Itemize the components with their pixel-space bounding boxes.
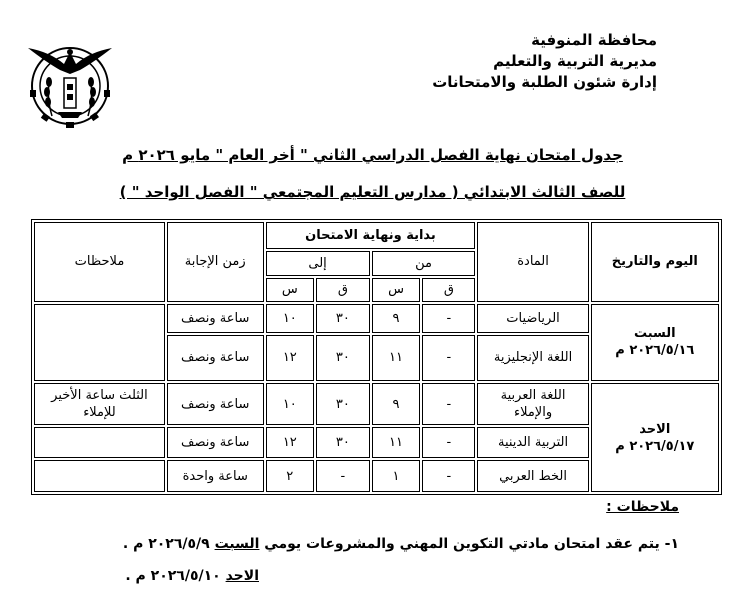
from-minute-cell: - [422,460,475,492]
note-2-date: ٢٠٢٦/٥/١٠ م . [125,568,221,584]
to-minute-cell: ٣٠ [316,304,370,333]
header-from-hour: س [372,278,421,301]
duration-cell: ساعة ونصف [167,304,264,333]
note-2-day: الاحد [225,568,259,584]
schedule-subtitle: للصف الثالث الابتدائي ( مدارس التعليم المجتمعي " الفصل الواحد " ) [119,183,626,201]
day-date: ٢٠٢٦/٥/١٦ م [615,343,695,359]
governorate-name: محافظة المنوفية [531,31,657,49]
to-hour-cell: ١٢ [266,427,315,458]
note-1-day: السبت [214,536,260,552]
from-minute-cell: - [422,383,475,425]
from-hour-cell: ٩ [372,383,421,425]
to-minute-cell: - [316,460,370,492]
from-minute-cell: - [422,304,475,333]
header-to-hour: س [266,278,315,301]
from-minute-cell: - [422,335,475,381]
header-subject: المادة [477,222,588,302]
remarks-cell [34,427,165,458]
duration-cell: ساعة ونصف [167,427,264,458]
header-remarks: ملاحظات [34,222,165,302]
directorate-name: مديرية التربية والتعليم [493,52,657,70]
header-from: من [372,251,476,276]
header-exam-start-end: بداية ونهاية الامتحان [266,222,476,249]
header-to-minute: ق [316,278,370,301]
day-cell [591,304,719,382]
from-hour-cell: ٩ [372,304,421,333]
remarks-cell: الثلث ساعة الأخير للإملاء [34,383,165,425]
table-row [34,304,719,333]
schedule-title: جدول امتحان نهاية الفصل الدراسي الثاني " أخر العام " مايو ٢٠٢٦ م [122,146,623,164]
header-from-minute: ق [422,278,475,301]
duration-cell: ساعة ونصف [167,335,264,381]
exam-schedule-table [31,219,722,495]
note-1-date: ٢٠٢٦/٥/٩ م . [122,536,210,552]
subject-cell: الرياضيات [477,304,588,333]
note-2 [125,568,259,584]
from-hour-cell: ١١ [372,427,421,458]
governorate-emblem [22,30,118,130]
to-hour-cell: ١٠ [266,304,315,333]
from-hour-cell: ١١ [372,335,421,381]
from-hour-cell: ١ [372,460,421,492]
notes-title: ملاحظات : [606,499,679,515]
subject-cell: الخط العربي [477,460,588,492]
note-1-text: ١- يتم عقد امتحان مادتي التكوين المهني والمشروعات يومي [264,536,679,552]
day-cell [591,383,719,492]
to-minute-cell: ٣٠ [316,383,370,425]
to-hour-cell: ١٠ [266,383,315,425]
to-minute-cell: ٣٠ [316,335,370,381]
note-1 [123,536,679,552]
remarks-cell [34,460,165,492]
duration-cell: ساعة ونصف [167,383,264,425]
day-name: السبت [633,326,676,342]
to-hour-cell: ٢ [266,460,315,492]
subject-cell: التربية الدينية [477,427,588,458]
to-minute-cell: ٣٠ [316,427,370,458]
duration-cell: ساعة واحدة [167,460,264,492]
day-name: الاحد [639,421,671,437]
table-row [34,383,719,425]
from-minute-cell: - [422,427,475,458]
subject-cell: اللغة الإنجليزية [477,335,588,381]
day-date: ٢٠٢٦/٥/١٧ م [615,438,695,454]
header-day-date: اليوم والتاريخ [591,222,719,302]
remarks-cell [34,304,165,382]
header-block [432,30,657,93]
header-to: إلى [266,251,370,276]
department-name: إدارة شئون الطلبة والامتحانات [432,73,657,91]
to-hour-cell: ١٢ [266,335,315,381]
header-duration: زمن الإجابة [167,222,264,302]
subject-cell: اللغة العربية والإملاء [477,383,588,425]
